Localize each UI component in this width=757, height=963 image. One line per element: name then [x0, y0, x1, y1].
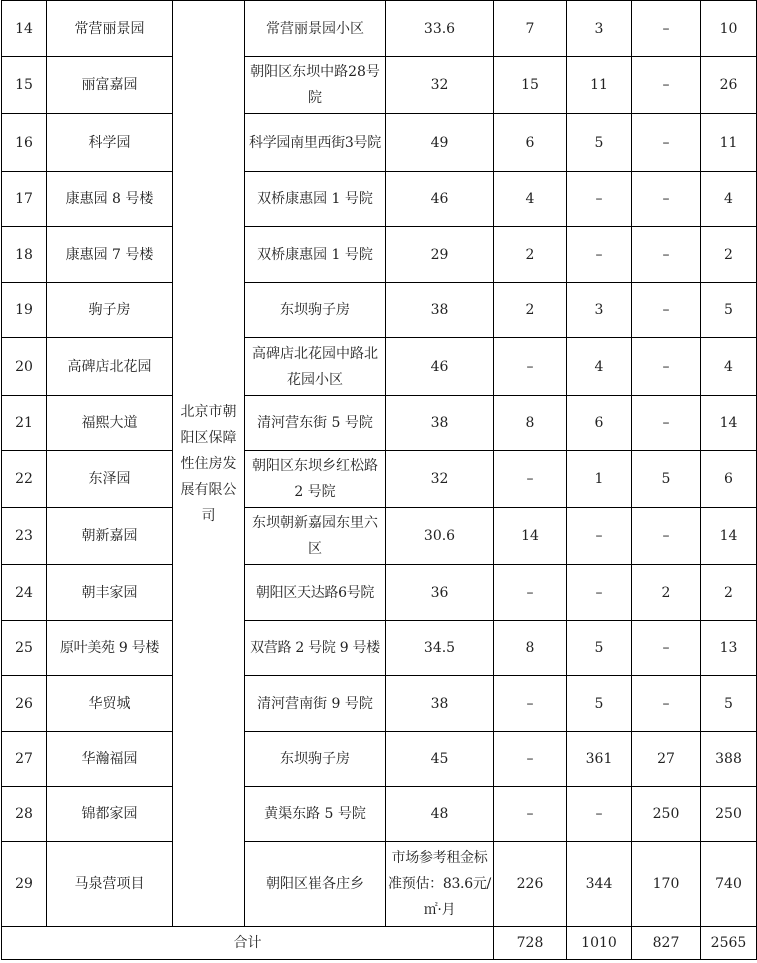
- row-number: 17: [2, 172, 47, 227]
- project-name: 锦都家园: [47, 787, 173, 842]
- project-address: 东坝朝新嘉园东里六区: [245, 508, 386, 565]
- count-col3: –: [632, 676, 701, 732]
- table-row: [2, 1, 757, 57]
- count-total: 26: [701, 57, 757, 114]
- summary-total: 2565: [701, 927, 757, 960]
- project-name: 高碑店北花园: [47, 338, 173, 396]
- rent-value: 45: [386, 732, 494, 787]
- count-col1: –: [494, 565, 567, 621]
- company-line: 司: [201, 507, 216, 524]
- project-address: 双营路 2 号院 9 号楼: [245, 621, 386, 676]
- rent-value: 30.6: [386, 508, 494, 565]
- table-row: [2, 172, 757, 227]
- count-col2: 344: [567, 842, 632, 927]
- rent-value: 38: [386, 283, 494, 338]
- count-col2: 5: [567, 114, 632, 172]
- count-col2: 5: [567, 676, 632, 732]
- row-number: 27: [2, 732, 47, 787]
- summary-label: 合计: [2, 927, 494, 960]
- rent-value: 市场参考租金标准预估：83.6元/㎡·月: [386, 842, 494, 927]
- rent-value: 34.5: [386, 621, 494, 676]
- rent-value: 38: [386, 676, 494, 732]
- count-col3: –: [632, 338, 701, 396]
- summary-row: [2, 927, 757, 960]
- project-name: 康惠园 8 号楼: [47, 172, 173, 227]
- count-col1: 2: [494, 283, 567, 338]
- table-row: [2, 565, 757, 621]
- row-number: 19: [2, 283, 47, 338]
- count-total: 11: [701, 114, 757, 172]
- rent-value: 32: [386, 451, 494, 508]
- count-col1: –: [494, 451, 567, 508]
- project-name: 朝丰家园: [47, 565, 173, 621]
- count-total: 250: [701, 787, 757, 842]
- project-name: 福熙大道: [47, 396, 173, 451]
- project-name: 东泽园: [47, 451, 173, 508]
- project-address: 高碑店北花园中路北花园小区: [245, 338, 386, 396]
- count-col3: –: [632, 508, 701, 565]
- rent-value: 49: [386, 114, 494, 172]
- project-name: 科学园: [47, 114, 173, 172]
- rent-value: 46: [386, 338, 494, 396]
- project-address: 清河营东街 5 号院: [245, 396, 386, 451]
- row-number: 29: [2, 842, 47, 927]
- count-col1: 8: [494, 621, 567, 676]
- row-number: 22: [2, 451, 47, 508]
- count-col1: 2: [494, 227, 567, 283]
- count-col1: 4: [494, 172, 567, 227]
- rent-value: 38: [386, 396, 494, 451]
- count-col3: 250: [632, 787, 701, 842]
- row-number: 16: [2, 114, 47, 172]
- table-row: [2, 283, 757, 338]
- operator-company: [173, 1, 245, 927]
- project-address: 朝阳区东坝乡红松路 2 号院: [245, 451, 386, 508]
- count-total: 14: [701, 508, 757, 565]
- rent-value: 33.6: [386, 1, 494, 57]
- table-row: [2, 842, 757, 927]
- row-number: 21: [2, 396, 47, 451]
- count-total: 14: [701, 396, 757, 451]
- count-col1: –: [494, 787, 567, 842]
- project-name: 华贸城: [47, 676, 173, 732]
- rent-value: 46: [386, 172, 494, 227]
- table-row: [2, 787, 757, 842]
- table-row: [2, 676, 757, 732]
- count-col3: –: [632, 227, 701, 283]
- project-name: 常营丽景园: [47, 1, 173, 57]
- row-number: 28: [2, 787, 47, 842]
- count-col3: –: [632, 57, 701, 114]
- count-col2: –: [567, 227, 632, 283]
- project-address: 朝阳区天达路6号院: [245, 565, 386, 621]
- count-total: 4: [701, 338, 757, 396]
- project-address: 朝阳区崔各庄乡: [245, 842, 386, 927]
- count-total: 2: [701, 227, 757, 283]
- count-col1: 14: [494, 508, 567, 565]
- count-col1: 6: [494, 114, 567, 172]
- count-col1: –: [494, 732, 567, 787]
- count-col3: –: [632, 114, 701, 172]
- company-line: 阳区保障: [180, 429, 237, 446]
- count-col2: 361: [567, 732, 632, 787]
- row-number: 26: [2, 676, 47, 732]
- project-name: 丽富嘉园: [47, 57, 173, 114]
- table-row: [2, 732, 757, 787]
- count-col3: 27: [632, 732, 701, 787]
- project-address: 常营丽景园小区: [245, 1, 386, 57]
- count-col2: –: [567, 565, 632, 621]
- count-total: 10: [701, 1, 757, 57]
- count-col1: 7: [494, 1, 567, 57]
- count-col2: 11: [567, 57, 632, 114]
- table-row: [2, 621, 757, 676]
- table-row: [2, 227, 757, 283]
- count-total: 2: [701, 565, 757, 621]
- table-row: [2, 57, 757, 114]
- housing-table: [1, 0, 757, 960]
- project-name: 朝新嘉园: [47, 508, 173, 565]
- count-total: 4: [701, 172, 757, 227]
- count-col3: –: [632, 283, 701, 338]
- count-col1: –: [494, 338, 567, 396]
- summary-col1: 728: [494, 927, 567, 960]
- company-line: 北京市朝: [180, 403, 237, 420]
- count-col1: 8: [494, 396, 567, 451]
- project-address: 双桥康惠园 1 号院: [245, 172, 386, 227]
- count-col3: –: [632, 621, 701, 676]
- project-address: 朝阳区东坝中路28号院: [245, 57, 386, 114]
- count-col1: 226: [494, 842, 567, 927]
- table-row: [2, 451, 757, 508]
- count-total: 6: [701, 451, 757, 508]
- rent-value: 36: [386, 565, 494, 621]
- project-name: 驹子房: [47, 283, 173, 338]
- summary-col2: 1010: [567, 927, 632, 960]
- rent-value: 29: [386, 227, 494, 283]
- count-col2: 6: [567, 396, 632, 451]
- project-address: 科学园南里西街3号院: [245, 114, 386, 172]
- count-col2: –: [567, 787, 632, 842]
- count-col3: –: [632, 1, 701, 57]
- count-col2: 3: [567, 283, 632, 338]
- count-total: 388: [701, 732, 757, 787]
- company-line: 展有限公: [180, 481, 237, 498]
- project-address: 东坝驹子房: [245, 732, 386, 787]
- count-col2: 3: [567, 1, 632, 57]
- project-name: 马泉营项目: [47, 842, 173, 927]
- table-row: [2, 508, 757, 565]
- row-number: 18: [2, 227, 47, 283]
- count-col2: –: [567, 172, 632, 227]
- row-number: 25: [2, 621, 47, 676]
- project-address: 东坝驹子房: [245, 283, 386, 338]
- rent-value: 48: [386, 787, 494, 842]
- count-col2: 1: [567, 451, 632, 508]
- project-address: 黄渠东路 5 号院: [245, 787, 386, 842]
- count-total: 740: [701, 842, 757, 927]
- count-col3: –: [632, 396, 701, 451]
- count-col3: 5: [632, 451, 701, 508]
- row-number: 23: [2, 508, 47, 565]
- count-col3: 170: [632, 842, 701, 927]
- project-name: 华瀚福园: [47, 732, 173, 787]
- project-address: 双桥康惠园 1 号院: [245, 227, 386, 283]
- project-address: 清河营南街 9 号院: [245, 676, 386, 732]
- project-name: 康惠园 7 号楼: [47, 227, 173, 283]
- table-row: [2, 396, 757, 451]
- count-col1: –: [494, 676, 567, 732]
- count-col1: 15: [494, 57, 567, 114]
- table-row: [2, 338, 757, 396]
- count-col2: 5: [567, 621, 632, 676]
- row-number: 20: [2, 338, 47, 396]
- count-total: 5: [701, 283, 757, 338]
- count-col2: 4: [567, 338, 632, 396]
- project-name: 原叶美苑 9 号楼: [47, 621, 173, 676]
- table-row: [2, 114, 757, 172]
- count-col3: 2: [632, 565, 701, 621]
- row-number: 24: [2, 565, 47, 621]
- summary-col3: 827: [632, 927, 701, 960]
- count-total: 5: [701, 676, 757, 732]
- company-line: 性住房发: [180, 455, 237, 472]
- count-col3: –: [632, 172, 701, 227]
- row-number: 15: [2, 57, 47, 114]
- count-total: 13: [701, 621, 757, 676]
- rent-value: 32: [386, 57, 494, 114]
- count-col2: –: [567, 508, 632, 565]
- row-number: 14: [2, 1, 47, 57]
